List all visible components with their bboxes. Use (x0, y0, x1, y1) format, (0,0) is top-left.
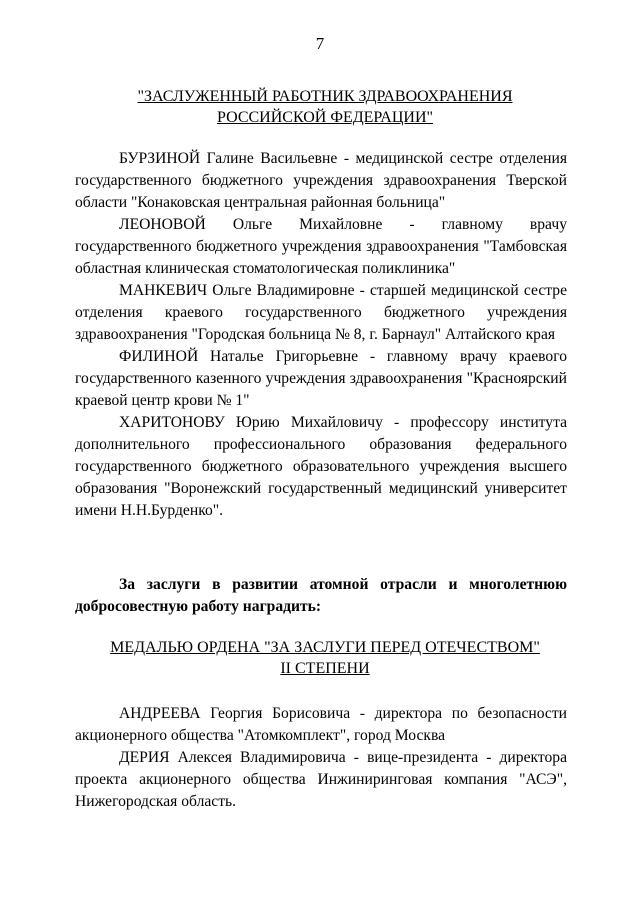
recipient-entry: ФИЛИНОЙ Наталье Григорьевне - главному врачу краевого государственного казенного учреждения здравоохранения "Красноярский краевой центр крови № 1" (75, 348, 567, 409)
award-recipients-list-2 (75, 703, 567, 813)
award-title-line: МЕДАЛЬЮ ОРДЕНА "ЗА ЗАСЛУГИ ПЕРЕД ОТЕЧЕСТВОМ" (110, 639, 540, 656)
award-title-line: РОССИЙСКОЙ ФЕДЕРАЦИИ" (216, 109, 434, 126)
award-title-honored-health-worker (80, 86, 570, 128)
award-recipients-list-1 (75, 148, 567, 522)
recipient-entry: ЛЕОНОВОЙ Ольге Михайловне - главному врачу государственного бюджетного учреждения здравоохранения "Тамбовская областная клиническая стоматологическая поликлиника" (75, 216, 567, 277)
recipient-entry: АНДРЕЕВА Георгия Борисовича - директора по безопасности акционерного общества "Атомкомплект", город Москва (75, 705, 567, 744)
award-title-line: "ЗАСЛУЖЕННЫЙ РАБОТНИК ЗДРАВООХРАНЕНИЯ (137, 88, 513, 105)
award-title-medal-of-order (80, 637, 570, 679)
recipient-entry: БУРЗИНОЙ Галине Васильевне - медицинской сестре отделения государственного бюджетного учреждения здравоохранения Тверской области "Конаковская центральная районная больница" (75, 150, 567, 211)
page-number: 7 (315, 34, 325, 53)
decree-statement: За заслуги в развитии атомной отрасли и многолетнюю добросовестную работу наградить: (75, 576, 567, 615)
recipient-entry: МАНКЕВИЧ Ольге Владимировне - старшей медицинской сестре отделения краевого государственного бюджетного учреждения здравоохранения "Городская больница № 8, г. Барнаул" Алтайского края (75, 282, 567, 343)
recipient-entry: ДЕРИЯ Алексея Владимировича - вице-президента - директора проекта акционерного общества Инжиниринговая компания "АСЭ", Нижегородская область. (75, 749, 567, 810)
award-title-line: II СТЕПЕНИ (280, 660, 370, 677)
recipient-entry: ХАРИТОНОВУ Юрию Михайловичу - профессору института дополнительного профессионального образования федерального государственного бюджетного образовательного учреждения высшего образования "Воронежский государственный медицинский университет имени Н.Н.Бурденко". (75, 414, 567, 519)
